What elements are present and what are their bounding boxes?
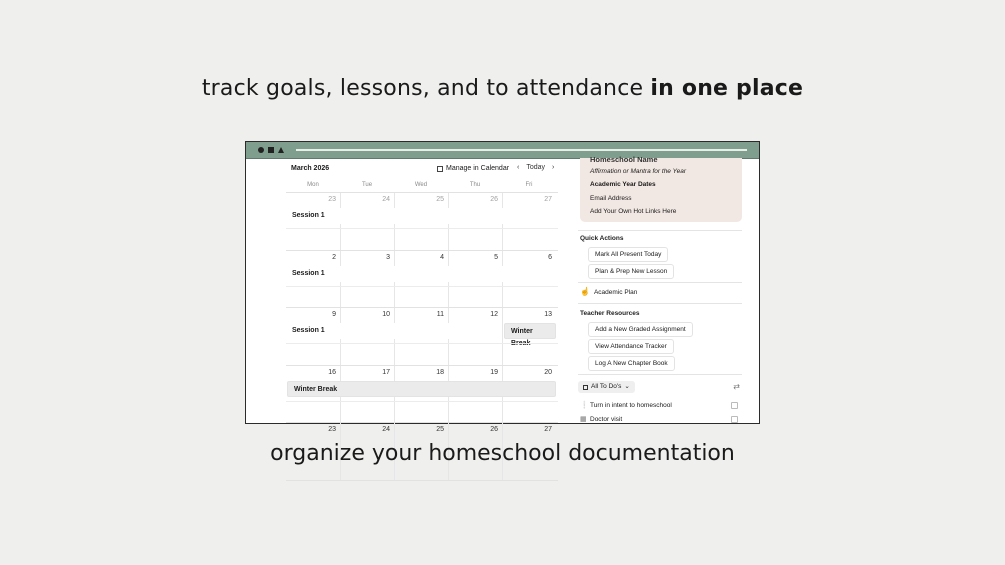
day-number: 6 (548, 253, 552, 261)
calendar-month: March 2026 (291, 165, 330, 172)
mantra-text: Affirmation or Mantra for the Year (590, 168, 686, 175)
day-number: 26 (490, 426, 498, 433)
calendar-nav (517, 164, 554, 171)
manage-in-calendar-button[interactable] (437, 165, 509, 172)
day-number: 10 (382, 311, 390, 318)
day-number: 16 (328, 368, 336, 376)
day-number: 11 (436, 311, 444, 318)
divider (578, 230, 742, 231)
filter-icon[interactable]: ⇄ (733, 382, 740, 391)
homeschool-name: Homeschool Name (590, 155, 658, 164)
calendar-icon (437, 166, 443, 172)
weekday-label: Mon (307, 182, 319, 188)
calendar-event[interactable]: Session 1 (286, 323, 500, 339)
exclamation-icon: ❕ (580, 402, 589, 409)
todo-item[interactable] (580, 415, 738, 423)
day-number: 25 (436, 196, 444, 203)
calendar (286, 158, 558, 433)
headline-bold: in one place (650, 76, 804, 101)
title-bar (246, 142, 759, 159)
headline (0, 76, 1005, 101)
todo-label: Doctor visit (590, 415, 623, 423)
apple-icon: ☝ (580, 287, 590, 296)
todo-item[interactable] (580, 401, 738, 409)
academic-plan-link[interactable] (580, 288, 637, 296)
day-number: 23 (328, 426, 336, 433)
day-number: 3 (386, 253, 390, 261)
day-number: 20 (544, 368, 552, 376)
calendar-header (286, 158, 558, 178)
row-divider (286, 228, 558, 229)
calendar-week (286, 308, 558, 366)
calendar-week (286, 366, 558, 424)
side-panel (578, 155, 746, 424)
day-number: 18 (436, 368, 444, 376)
quick-actions-title: Quick Actions (580, 235, 624, 242)
log-chapter-book-button[interactable]: Log A New Chapter Book (588, 356, 675, 371)
add-graded-assignment-button[interactable]: Add a New Graded Assignment (588, 322, 693, 337)
homeschool-info-card (580, 155, 742, 222)
divider (578, 303, 742, 304)
day-number: 23 (328, 196, 336, 203)
chevron-down-icon: ⌄ (624, 383, 630, 390)
square-icon (268, 147, 274, 153)
calendar-week (286, 193, 558, 251)
day-number: 25 (436, 426, 444, 433)
app-window (245, 141, 760, 433)
calendar-event[interactable]: Winter Break (287, 381, 556, 397)
hot-links[interactable]: Add Your Own Hot Links Here (590, 208, 677, 215)
day-number: 27 (544, 426, 552, 433)
calendar-event[interactable]: Session 1 (286, 266, 556, 282)
plan-new-lesson-button[interactable]: Plan & Prep New Lesson (588, 264, 674, 279)
triangle-icon (278, 147, 284, 153)
row-divider (286, 401, 558, 402)
divider (578, 282, 742, 283)
table-icon: ▦ (580, 416, 587, 423)
day-number: 13 (544, 311, 552, 318)
day-number: 2 (332, 253, 336, 261)
todo-checkbox[interactable] (731, 402, 738, 409)
subline: organize your homeschool documentation (270, 441, 735, 466)
day-number: 19 (490, 368, 498, 376)
weekday-label: Wed (414, 182, 428, 188)
weekday-label: Tue (361, 182, 373, 188)
chevron-left-icon[interactable]: ‹ (517, 164, 520, 171)
weekday-header (286, 178, 558, 192)
day-number: 17 (382, 368, 390, 376)
day-number: 12 (490, 311, 498, 318)
manage-in-calendar-label: Manage in Calendar (446, 165, 510, 172)
day-number: 24 (382, 196, 390, 203)
day-number: 5 (494, 253, 498, 261)
row-divider (286, 286, 558, 287)
calendar-event[interactable]: Session 1 (286, 208, 556, 224)
teacher-resources-title: Teacher Resources (580, 310, 640, 317)
circle-icon (258, 147, 264, 153)
window-shapes (258, 146, 284, 154)
calendar-event[interactable]: Winter Break (504, 323, 556, 339)
academic-plan-label: Academic Plan (593, 288, 638, 296)
day-number: 26 (490, 196, 498, 203)
view-attendance-tracker-button[interactable]: View Attendance Tracker (588, 339, 674, 354)
row-divider (286, 343, 558, 344)
title-bar-line (296, 149, 747, 151)
day-number: 27 (544, 196, 552, 203)
chevron-right-icon[interactable]: › (552, 164, 555, 171)
todo-label: Turn in intent to homeschool (590, 401, 672, 409)
headline-regular: track goals, lessons, and to attendance (201, 76, 651, 101)
academic-year-dates: Academic Year Dates (590, 181, 656, 188)
email-address[interactable]: Email Address (590, 195, 632, 202)
todo-view-label: All To Do's (591, 383, 622, 390)
calendar-grid (286, 192, 558, 481)
mark-all-present-button[interactable]: Mark All Present Today (588, 247, 668, 262)
today-button[interactable]: Today (526, 164, 546, 171)
weekday-label: Thu (469, 182, 481, 188)
todo-checkbox[interactable] (731, 416, 738, 423)
divider (578, 374, 742, 375)
day-number: 24 (382, 426, 390, 433)
calendar-icon (583, 385, 588, 390)
weekday-label: Fri (525, 182, 533, 188)
todo-view-selector[interactable] (578, 381, 635, 393)
day-number: 9 (332, 311, 336, 318)
day-number: 4 (440, 253, 444, 261)
calendar-week (286, 251, 558, 309)
